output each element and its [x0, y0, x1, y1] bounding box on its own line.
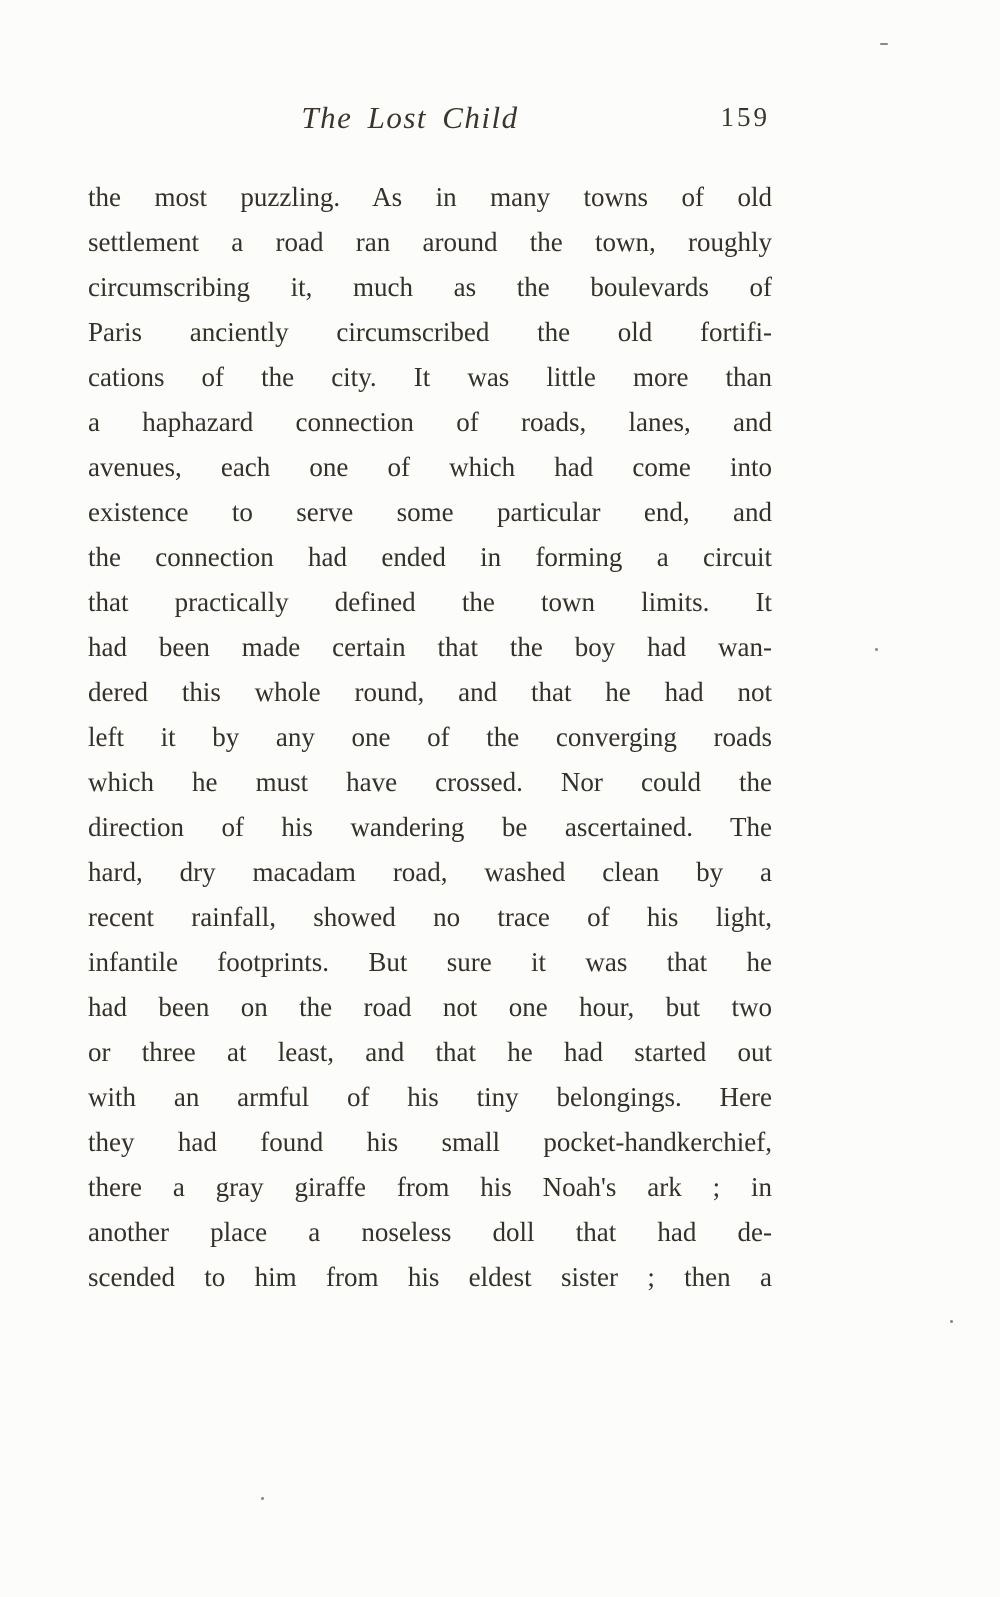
text-line: the most puzzling. As in many towns of old — [88, 182, 772, 212]
text-line: dered this whole round, and that he had not — [88, 677, 772, 707]
scan-artifact — [261, 1497, 264, 1500]
text-line: had been made certain that the boy had wan- — [88, 632, 772, 662]
text-line: settlement a road ran around the town, roughly — [88, 227, 772, 257]
text-line: another place a noseless doll that had de- — [88, 1217, 772, 1247]
text-line: Paris anciently circumscribed the old fortifi- — [88, 317, 772, 347]
text-line: recent rainfall, showed no trace of his light, — [88, 902, 772, 932]
text-line: circumscribing it, much as the boulevards of — [88, 272, 772, 302]
text-line: a haphazard connection of roads, lanes, and — [88, 407, 772, 437]
body-text — [88, 175, 772, 1300]
text-line: hard, dry macadam road, washed clean by a — [88, 857, 772, 887]
text-line: avenues, each one of which had come into — [88, 452, 772, 482]
text-line: existence to serve some particular end, and — [88, 497, 772, 527]
text-line: with an armful of his tiny belongings. Here — [88, 1082, 772, 1112]
scan-artifact — [875, 648, 878, 651]
page-number: 159 — [720, 102, 770, 132]
text-line: they had found his small pocket-handkerchief, — [88, 1127, 772, 1157]
text-line: that practically defined the town limits. It — [88, 587, 772, 617]
page-header — [88, 100, 772, 148]
text-line: the connection had ended in forming a circuit — [88, 542, 772, 572]
text-line: which he must have crossed. Nor could the — [88, 767, 772, 797]
scan-artifact — [880, 43, 888, 45]
text-line: or three at least, and that he had started out — [88, 1037, 772, 1067]
text-line: direction of his wandering be ascertained. The — [88, 812, 772, 842]
text-line: cations of the city. It was little more than — [88, 362, 772, 392]
text-line: infantile footprints. But sure it was that he — [88, 947, 772, 977]
text-line: had been on the road not one hour, but two — [88, 992, 772, 1022]
text-block — [88, 100, 772, 1300]
text-line: there a gray giraffe from his Noah's ark ; in — [88, 1172, 772, 1202]
running-title: The Lost Child — [301, 100, 519, 135]
text-line: left it by any one of the converging roads — [88, 722, 772, 752]
scan-artifact — [950, 1320, 953, 1323]
text-line: scended to him from his eldest sister ; then a — [88, 1262, 772, 1292]
